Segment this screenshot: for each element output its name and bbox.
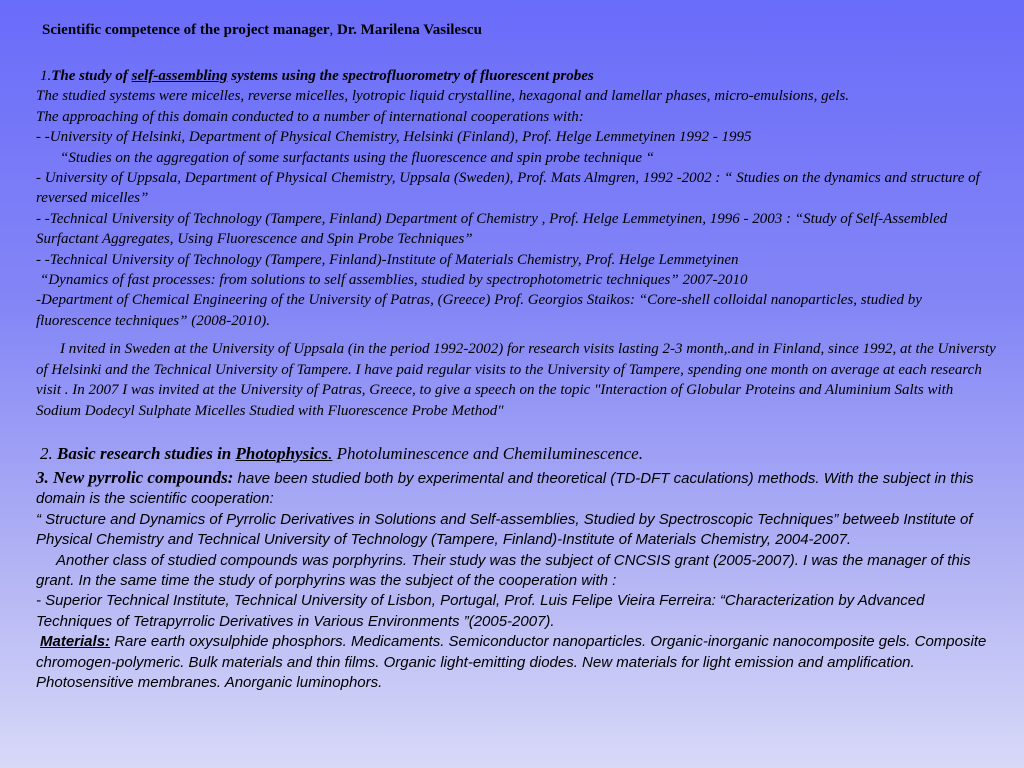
section-photophysics [40, 444, 1000, 464]
cooperation-helsinki: - -University of Helsinki, Department of Physical Chemistry, Helsinki (Finland), Prof. Helge Lemmetyinen 1992 - 1995 [36, 129, 752, 146]
cooperation-patras: -Department of Chemical Engineering of the University of Patras, (Greece) Prof. Georgios Staikos: “Core-shell colloidal nanoparticles, studied by fluorescence techniques” (2008-2010). [36, 292, 922, 329]
materials-text: Rare earth oxysulphide phosphors. Medicaments. Semiconductor nanoparticles. Organic-inorganic nanocomposite gels. Composite chromogen-polymeric. Bulk materials and thin films. Organic light-emitting diodes. New materials for light emission and amplification. Photosensitive membranes. Anorganic luminophors. [36, 633, 987, 692]
materials-label: Materials: [40, 633, 111, 651]
section1-heading [36, 66, 996, 86]
title-comma: , [329, 22, 334, 38]
section2-dot: . [328, 444, 333, 463]
title-author: Dr. Marilena Vasilescu [333, 22, 482, 38]
section2-heading: Basic research studies in [57, 444, 236, 463]
title-text: Scientific competence of the project manager [42, 22, 330, 38]
section1-heading-pre: The study of [51, 68, 132, 84]
lisbon-cooperation: - Superior Technical Institute, Technical University of Lisbon, Portugal, Prof. Luis Felipe Vieira Ferreira: “Characterization by Advanced Techniques of Tetrapyrrolic Derivatives in Various Environments ”(2005-2007). [36, 592, 925, 630]
photophysics-term: Photophysics [235, 444, 329, 463]
section2-rest: Photoluminescence and Chemiluminescence. [332, 444, 643, 463]
helsinki-study-title: “Studies on the aggregation of some surfactants using the fluorescence and spin probe technique “ [60, 149, 655, 166]
section1-heading-post: systems using the spectrofluorometry of fluorescent probes [227, 68, 594, 84]
section3-intro: have been studied both by experimental and theoretical (TD-DFT caculations) methods. With the subject in this domain is the scientific cooperation: [36, 470, 974, 508]
pyrrolic-cooperation: “ Structure and Dynamics of Pyrrolic Derivatives in Solutions and Self-assemblies, Studied by Spectroscopic Techniques” betweeb Institute of Physical Chemistry and Technical University of Technology (Tampere, Finland)-Institute of Materials Chemistry, 2004-2007. [36, 510, 973, 549]
tampere-dynamics-title: “Dynamics of fast processes: from solutions to self assemblies, studied by spectrophotometric techniques” 2007-2010 [40, 272, 748, 289]
self-assembling-term: self-assembling [131, 68, 228, 84]
cooperation-uppsala: - University of Uppsala, Department of Physical Chemistry, Uppsala (Sweden), Prof. Mats Almgren, 1992 -2002 : “ Studies on the dynamics and structure of reversed micelles” [36, 170, 980, 207]
cooperation-tampere-chemistry: - -Technical University of Technology (Tampere, Finland) Department of Chemistry , Prof. Helge Lemmetyinen, 1996 - 2003 : “Study of Self-Assembled Surfactant Aggregates, Using Fluorescence and Spin Probe Techniques” [36, 210, 948, 248]
porphyrins-paragraph: Another class of studied compounds was porphyrins. Their study was the subject of CNCSIS grant (2005-2007). I was the manager of this grant. In the same time the study of porphyrins was the subject of the cooperation with : [36, 551, 971, 590]
page-title [42, 22, 482, 39]
section3-heading: 3. New pyrrolic compounds: [36, 468, 234, 487]
section-self-assembling [36, 66, 996, 421]
approach-line: The approaching of this domain conducted to a number of international cooperations with: [36, 108, 584, 125]
research-visits-paragraph: I nvited in Sweden at the University of Uppsala (in the period 1992-2002) for research visits lasting 2-3 month,.and in Finland, since 1992, at the Universty of Helsinki and the Technical University of Tampere. I have paid regular visits to the University of Tampere, spending one month on average at each research visit . In 2007 I was invited at the University of Patras, Greece, to give a speech on the topic "Interaction of Globular Proteins and Aluminium Salts with Sodium Dodecyl Sulphate Micelles Studied with Fluorescence Probe Method" [36, 341, 996, 419]
section-pyrrolic-compounds [36, 468, 996, 693]
cooperation-tampere-materials: - -Technical University of Technology (Tampere, Finland)-Institute of Materials Chemistry, Prof. Helge Lemmetyinen [36, 251, 739, 268]
materials-paragraph [36, 632, 996, 693]
section2-number: 2. [40, 444, 57, 463]
section1-number: 1. [40, 68, 52, 84]
studied-systems-line: The studied systems were micelles, reverse micelles, lyotropic liquid crystalline, hexagonal and lamellar phases, micro-emulsions, gels. [36, 88, 850, 105]
pyrrolic-intro [36, 468, 996, 510]
